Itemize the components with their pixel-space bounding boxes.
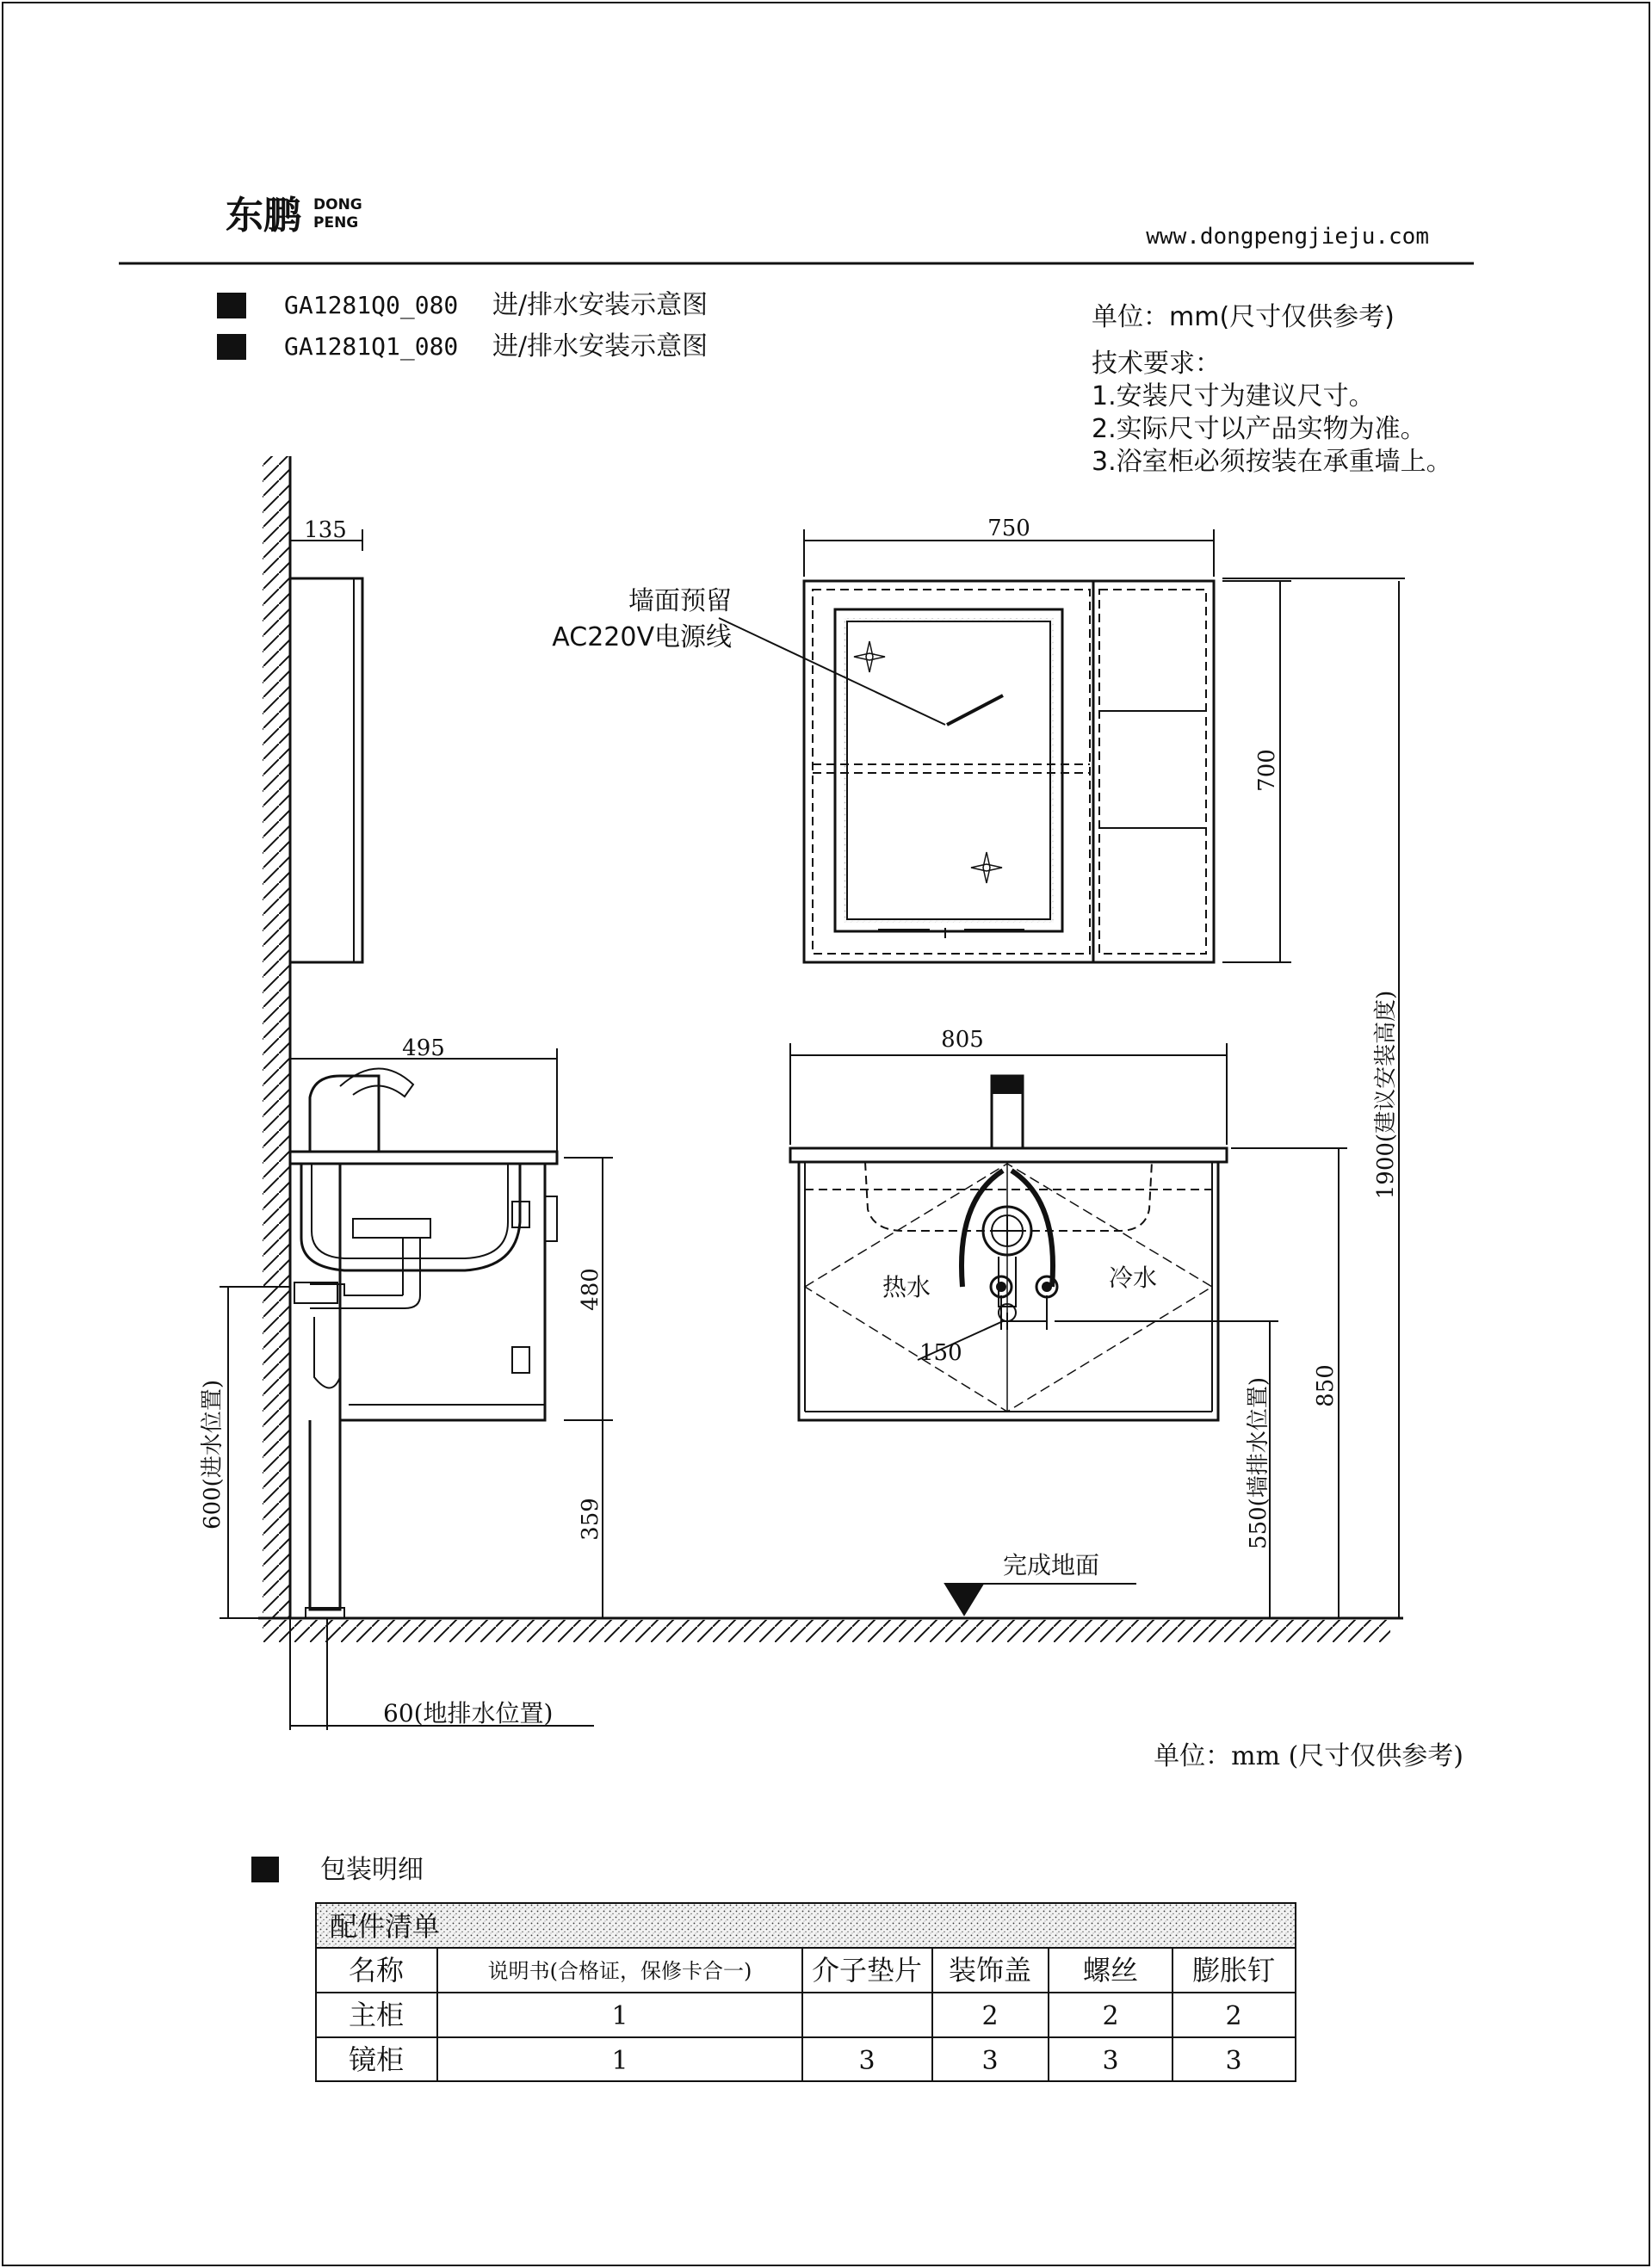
dim-total-cabinet: 850: [1313, 1364, 1339, 1407]
model-code: GA1281Q0_080: [284, 291, 459, 319]
mirror-cabinet-side: [290, 578, 362, 962]
power-label: 墙面预留: [628, 586, 732, 616]
hot-water-label: 热水: [882, 1273, 931, 1301]
table-cell: 3: [858, 2046, 875, 2076]
table-title: 配件清单: [330, 1910, 441, 1943]
packing-title: 包装明细: [320, 1855, 424, 1885]
dim-cabinet-width: 805: [941, 1027, 984, 1053]
model-list: [217, 290, 708, 362]
dim-wall-drain: 550(墙排水位置): [1246, 1377, 1271, 1549]
table-cell: 2: [1102, 2001, 1119, 2031]
table-header: 说明书(合格证，保修卡合一): [487, 1959, 752, 1983]
dim-cabinet-height: 480: [578, 1268, 603, 1311]
countertop: [790, 1148, 1227, 1162]
dim-floor-drain: 60(地排水位置): [383, 1699, 554, 1727]
inlet-hose: [314, 1317, 340, 1388]
table-cell: 3: [981, 2046, 999, 2076]
dim-install-height: 1900(建议安装高度): [1373, 990, 1399, 1200]
floor-level-marker: [945, 1584, 983, 1615]
table-header: 装饰盖: [948, 1954, 1032, 1987]
table-title-bar: [316, 1903, 1296, 1948]
website-url: www.dongpengjieju.com: [1146, 224, 1429, 250]
table-cell: 1: [611, 2001, 628, 2031]
dim-floor-to-cabinet: 359: [578, 1498, 603, 1541]
power-label: AC220V电源线: [552, 622, 732, 652]
wall-hatch: [263, 456, 290, 1618]
model-code: GA1281Q1_080: [284, 332, 459, 361]
tech-title: 技术要求：: [1092, 349, 1221, 379]
table-header: 介子垫片: [811, 1954, 923, 1987]
tech-item: 1.安装尺寸为建议尺寸。: [1092, 381, 1375, 411]
table-header: 名称: [348, 1954, 405, 1987]
hinge: [545, 1196, 557, 1241]
tech-requirements: [1092, 302, 1452, 477]
svg-text:PENG: PENG: [313, 214, 359, 232]
table-header: 膨胀钉: [1191, 1954, 1276, 1987]
svg-text:DONG: DONG: [313, 196, 362, 213]
bullet-square-icon: [217, 334, 246, 360]
drain-body: [353, 1219, 430, 1238]
drawing-unit-note: 单位：mm (尺寸仅供参考): [1154, 1741, 1463, 1771]
mirror-front-view: [719, 529, 1405, 1618]
dim-mirror-width: 750: [987, 516, 1030, 541]
model-desc: 进/排水安装示意图: [492, 290, 708, 320]
drain-pipe: [310, 1420, 340, 1610]
cold-water-label: 冷水: [1109, 1264, 1158, 1292]
unit-note: 单位：mm(尺寸仅供参考): [1092, 302, 1395, 332]
table-cell: 3: [1225, 2046, 1242, 2076]
table-header: 螺丝: [1082, 1954, 1139, 1987]
svg-text:东鹏: 东鹏: [226, 194, 301, 238]
table-cell: 镜柜: [348, 2043, 405, 2076]
table-cell: 3: [1102, 2046, 1119, 2076]
packing-table: [316, 1903, 1296, 2081]
dim-cabinet-depth: 495: [402, 1035, 445, 1061]
dim-mirror-depth: 135: [304, 517, 347, 543]
side-view: [220, 456, 1403, 1730]
dim-mirror-height: 700: [1254, 749, 1280, 792]
table-cell: 1: [611, 2046, 628, 2076]
dim-inlet-spacing: 150: [919, 1340, 962, 1366]
bullet-square-icon: [217, 293, 246, 318]
table-cell: 2: [981, 2001, 999, 2031]
floor-hatch: [263, 1620, 1390, 1642]
tech-item: 2.实际尺寸以产品实物为准。: [1092, 414, 1426, 444]
angle-valve: [294, 1282, 337, 1303]
hinge: [512, 1347, 529, 1373]
model-desc: 进/排水安装示意图: [492, 331, 708, 362]
finished-floor-label: 完成地面: [1003, 1551, 1100, 1579]
tech-item: 3.浴室柜必须按装在承重墙上。: [1092, 447, 1452, 477]
table-cell: 主柜: [348, 1999, 405, 2031]
table-cell: 2: [1225, 2001, 1242, 2031]
bullet-square-icon: [251, 1857, 279, 1882]
dim-water-inlet: 600(进水位置): [200, 1380, 226, 1530]
brand-logo: [226, 194, 362, 238]
basin-outline: [865, 1162, 1152, 1231]
